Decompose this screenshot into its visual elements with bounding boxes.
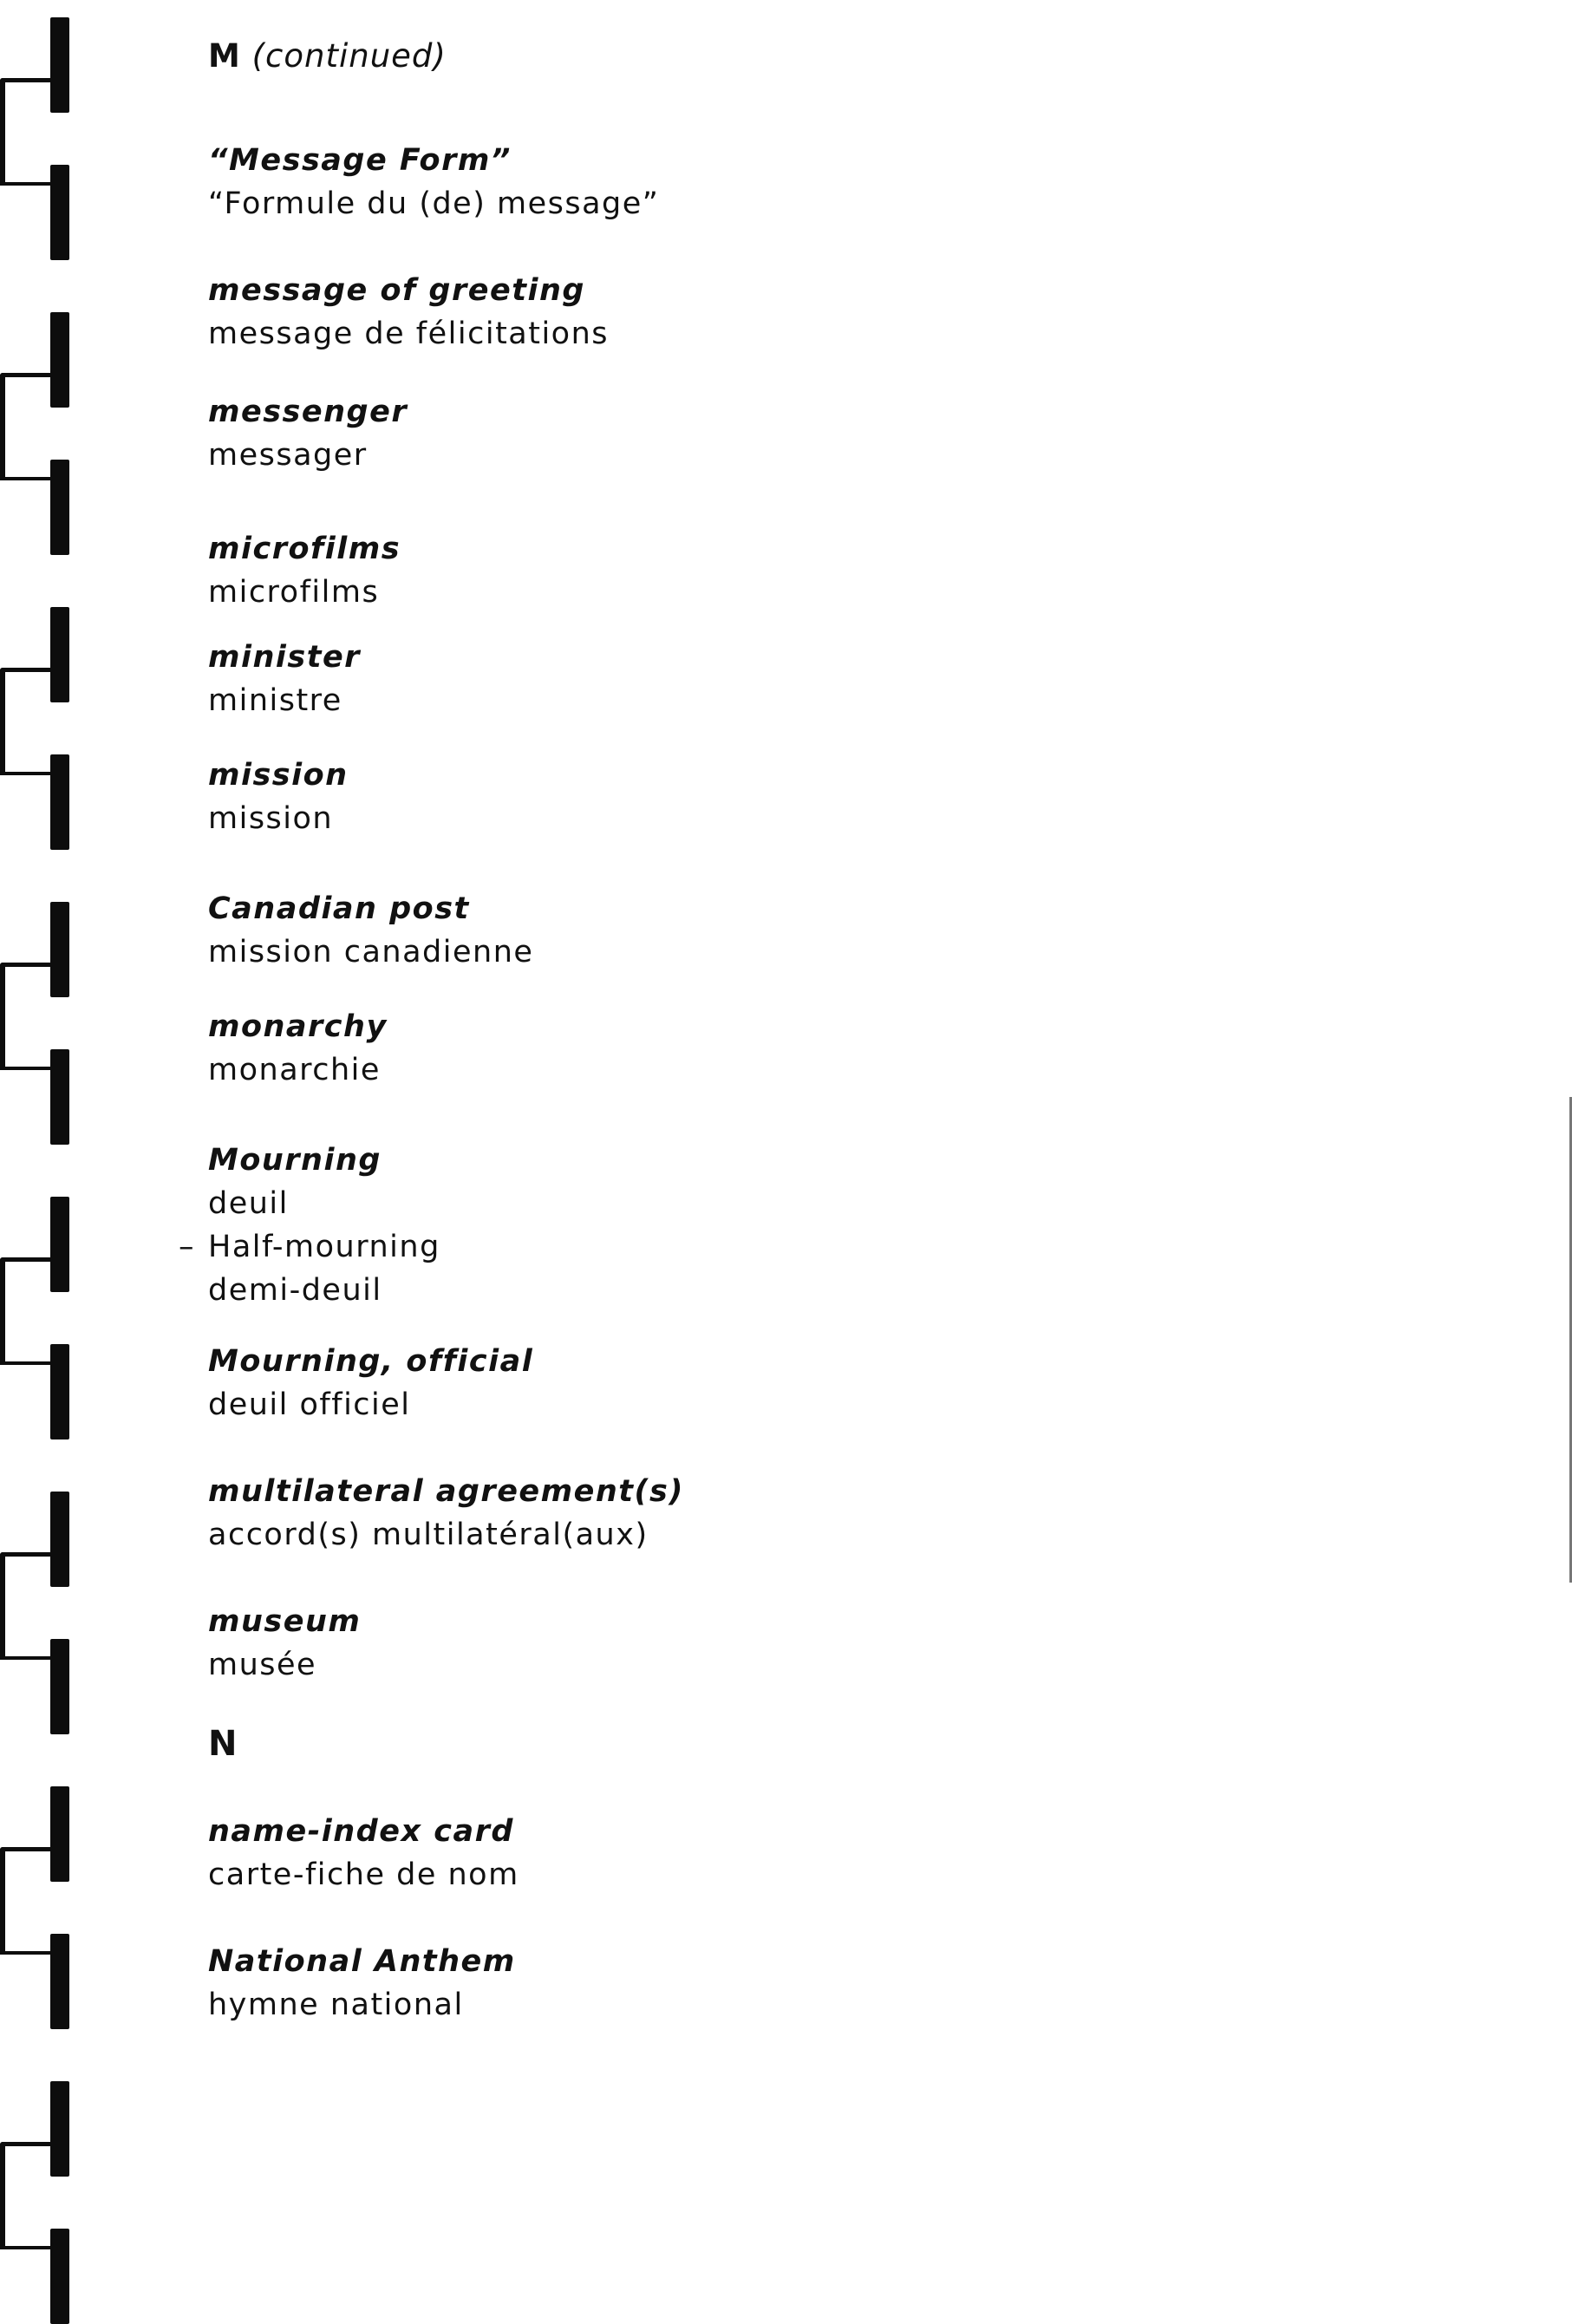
glossary-entry-name-index-card (208, 1810, 1249, 1896)
entry-english: Mourning (208, 1143, 382, 1178)
glossary-entry-messenger (208, 390, 1249, 477)
entry-french: deuil officiel (208, 1387, 411, 1422)
entry-french: hymne national (208, 1988, 464, 2022)
binding-loop (0, 1899, 57, 1955)
entry-french: mission (208, 801, 334, 836)
binding-loop (0, 720, 57, 775)
entry-english: name-index card (208, 1814, 514, 1849)
binding-loop (0, 425, 57, 480)
subentry-english: Half-mourning (208, 1230, 440, 1264)
binding-loop (0, 2194, 57, 2249)
subentry-dash: – (179, 1230, 194, 1264)
entry-english: National Anthem (208, 1944, 516, 1979)
entry-english: mission (208, 758, 349, 793)
glossary-entry-monarchy (208, 1005, 1249, 1092)
entry-english: Canadian post (208, 891, 470, 926)
spiral-binding (0, 0, 95, 2201)
glossary-entry-microfilms (208, 527, 1249, 614)
glossary-entry-mourning (179, 1139, 1249, 1312)
entry-french: “Formule du (de) message” (208, 186, 660, 221)
entry-french: message de félicitations (208, 317, 610, 351)
entry-english: microfilms (208, 532, 401, 566)
entry-french: monarchie (208, 1053, 381, 1087)
binding-loop (0, 1604, 57, 1660)
entry-french: mission canadienne (208, 935, 534, 969)
entry-french: microfilms (208, 575, 380, 610)
glossary-entry-multilateral-agreement (208, 1470, 1249, 1557)
entry-french: ministre (208, 683, 342, 718)
glossary-entry-message-of-greeting (208, 269, 1249, 356)
glossary-entry-national-anthem (208, 1940, 1249, 2027)
glossary-entry-mission (208, 754, 1249, 840)
entry-french: accord(s) multilatéral(aux) (208, 1518, 649, 1552)
entry-french: musée (208, 1648, 317, 1682)
page-heading (208, 35, 1249, 78)
entry-french: carte-fiche de nom (208, 1857, 519, 1892)
binding-loop (0, 1015, 57, 1070)
glossary-subentry-half-mourning (179, 1225, 1249, 1312)
entry-english: monarchy (208, 1009, 388, 1044)
entry-english: “Message Form” (208, 143, 512, 178)
entry-english: multilateral agreement(s) (208, 1474, 684, 1509)
glossary-entry-canadian-post (208, 887, 1249, 974)
glossary-entry-minister (208, 636, 1249, 722)
entry-english: minister (208, 640, 361, 675)
glossary-entry-message-form (208, 139, 1249, 225)
binding-loop (0, 130, 57, 186)
entry-english: Mourning, official (208, 1344, 534, 1379)
heading-letter: M (208, 37, 241, 75)
glossary-entry-museum (208, 1600, 1249, 1687)
entry-french: messager (208, 438, 368, 473)
entry-english: message of greeting (208, 273, 585, 308)
glossary-content (179, 35, 1249, 2027)
section-letter-n: N (208, 1724, 238, 1764)
entry-english: messenger (208, 395, 408, 429)
heading-continued: (continued) (251, 37, 447, 75)
entry-french: deuil (208, 1186, 289, 1221)
glossary-entry-mourning-official (208, 1340, 1249, 1426)
entry-english: museum (208, 1604, 362, 1639)
binding-loop (0, 1309, 57, 1365)
subentry-french: demi-deuil (208, 1273, 382, 1308)
